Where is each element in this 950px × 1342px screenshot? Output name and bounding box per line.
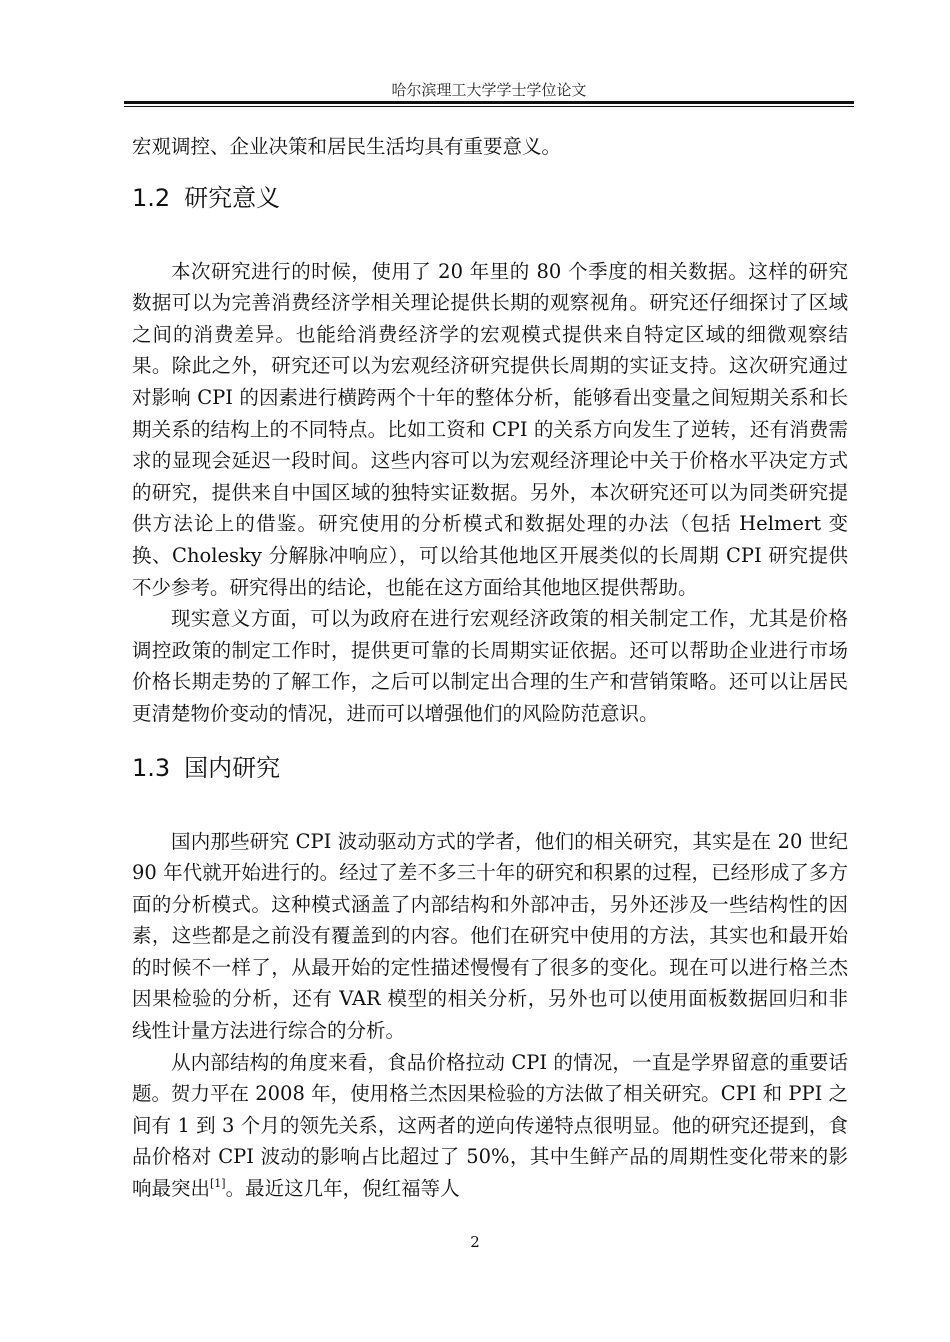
paragraph: 本次研究进行的时候，使用了 20 年里的 80 个季度的相关数据。这样的研究数据可以为完善消费经济学相关理论提供长期的观察视角。研究还仔细探讨了区域之间的消费差异。也能给消费经济学的宏观模式提供来自特定区域的细微观察结果。除此之外，研究还可以为宏观经济研究提供长周期的实证支持。这次研究通过对影响 CPI 的因素进行横跨两个十年的整体分析，能够看出变量之间短期关系和长期关系的结构上的不同特点。比如工资和 CPI 的关系方向发生了逆转，还有消费需求的显现会延迟一段时间。这些内容可以为宏观经济理论中关于价格水平决定方式的研究，提供来自中国区域的独特实证数据。另外，本次研究还可以为同类研究提供方法论上的借鉴。研究使用的分析模式和数据处理的办法（包括 Helmert 变换、Cholesky 分解脉冲响应），可以给其他地区开展类似的长周期 CPI 研究提供不少参考。研究得出的结论，也能在这方面给其他地区提供帮助。 (132, 259, 848, 599)
section-heading-1-3 (132, 752, 848, 784)
section-number: 1.3 (132, 753, 171, 782)
paragraph (132, 1047, 848, 1205)
paragraph-text: 。最近这几年，倪红福等人 (225, 1177, 460, 1201)
paragraph-text: 从内部结构的角度来看，食品价格拉动 CPI 的情况，一直是学界留意的重要话题。贺力平在 2008 年，使用格兰杰因果检验的方法做了相关研究。CPI 和 PPI 之间有 1 到 3 个月的领先关系，这两者的逆向传递特点很明显。他的研究还提到，食品价格对 CPI 波动的影响占比超过了 50%，其中生鲜产品的周期性变化带来的影响最突出 (132, 1050, 848, 1201)
header-rule-thin (124, 106, 854, 107)
running-header: 哈尔滨理工大学学士学位论文 (391, 81, 587, 99)
carryover-paragraph: 宏观调控、企业决策和居民生活均具有重要意义。 (132, 135, 562, 158)
section-title: 研究意义 (184, 183, 281, 212)
page-number: 2 (470, 1233, 480, 1251)
citation-ref[interactable]: [1] (210, 1177, 226, 1191)
paragraph: 现实意义方面，可以为政府在进行宏观经济政策的相关制定工作，尤其是价格调控政策的制定工作时，提供更可靠的长周期实证依据。还可以帮助企业进行市场价格长期走势的了解工作，之后可以制定出合理的生产和营销策略。还可以让居民更清楚物价变动的情况，进而可以增强他们的风险防范意识。 (132, 607, 848, 725)
section-heading-1-2 (132, 182, 848, 214)
paragraph: 国内那些研究 CPI 波动驱动方式的学者，他们的相关研究，其实是在 20 世纪 90 年代就开始进行的。经过了差不多三十年的研究和积累的过程，已经形成了多方面的分析模式。这种模式涵盖了内部结构和外部冲击，另外还涉及一些结构性的因素，这些都是之前没有覆盖到的内容。他们在研究中使用的方法，其实也和最开始的时候不一样了，从最开始的定性描述慢慢有了很多的变化。现在可以进行格兰杰因果检验的分析，还有 VAR 模型的相关分析，另外也可以使用面板数据回归和非线性计量方法进行综合的分析。 (132, 829, 848, 1043)
page-body (132, 131, 848, 1205)
header-rule-thick (124, 101, 854, 104)
section-number: 1.2 (132, 183, 171, 212)
section-title: 国内研究 (184, 753, 281, 782)
